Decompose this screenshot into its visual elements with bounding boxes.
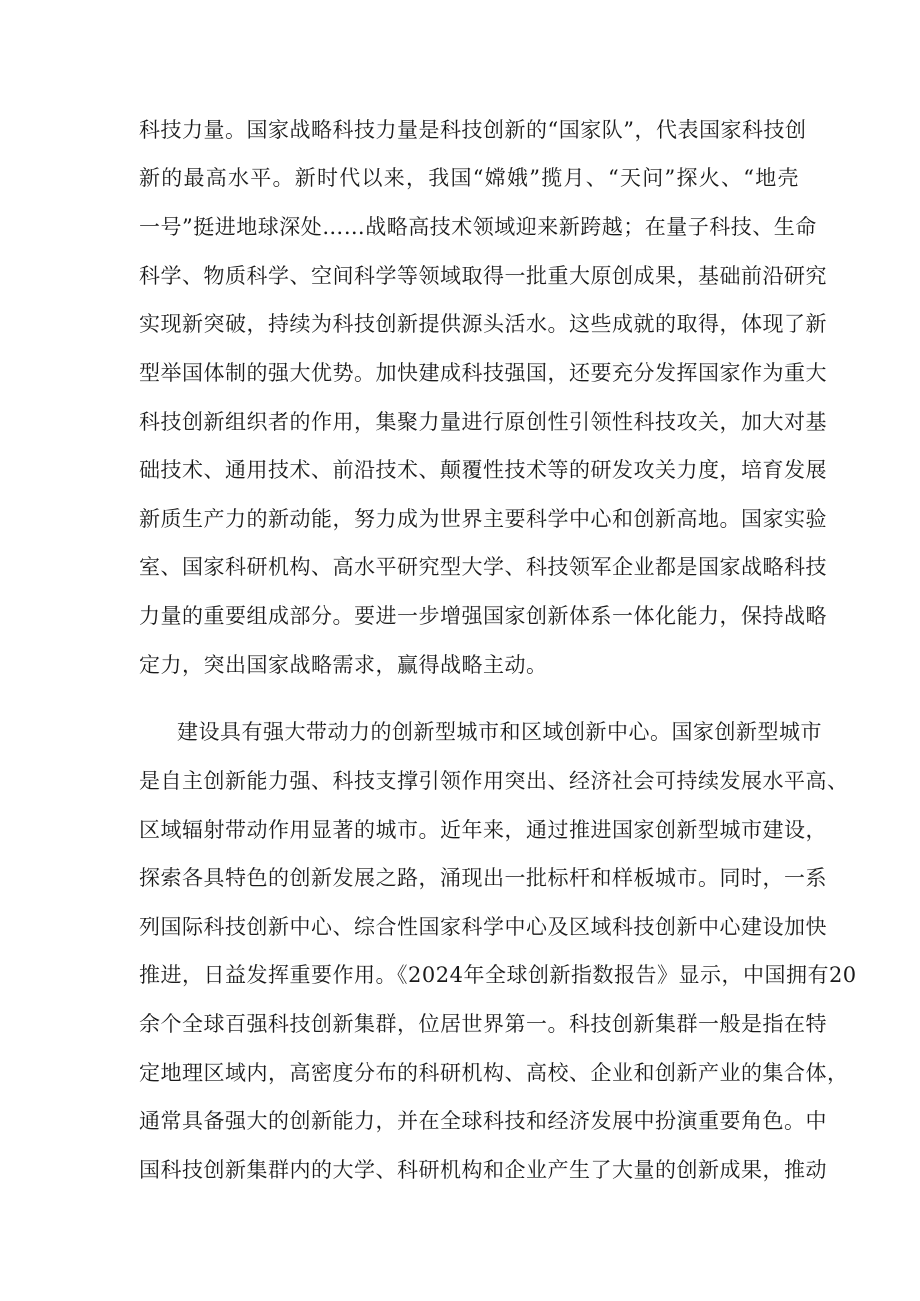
- paragraph-2-line-3: 区域辐射带动作用显著的城市。近年来，通过推进国家创新型城市建设，: [139, 818, 827, 842]
- paragraph-1-line-2: 新的最高水平。新时代以来，我国“嫦娥”揽月、“天问”探火、“地壳: [139, 166, 799, 190]
- paragraph-2-line-2: 是自主创新能力强、科技支撑引领作用突出、经济社会可持续发展水平高、: [139, 769, 849, 793]
- paragraph-1-line-4: 科学、物质科学、空间科学等领域取得一批重大原创成果，基础前沿研究: [139, 264, 827, 288]
- paragraph-1-line-8: 础技术、通用技术、前沿技术、颠覆性技术等的研发攻关力度，培育发展: [139, 458, 827, 482]
- paragraph-2-line-6: 推进，日益发挥重要作用。《2024年全球创新指数报告》显示，中国拥有20: [139, 963, 857, 987]
- paragraph-2-line-4: 探索各具特色的创新发展之路，涌现出一批标杆和样板城市。同时，一系: [139, 866, 827, 890]
- paragraph-2-line-7: 余个全球百强科技创新集群，位居世界第一。科技创新集群一般是指在特: [139, 1012, 827, 1036]
- paragraph-1-line-6: 型举国体制的强大优势。加快建成科技强国，还要充分发挥国家作为重大: [139, 361, 827, 385]
- paragraph-1-line-9: 新质生产力的新动能，努力成为世界主要科学中心和创新高地。国家实验: [139, 507, 827, 531]
- paragraph-1-line-1: 科技力量。国家战略科技力量是科技创新的“国家队”，代表国家科技创: [139, 118, 807, 142]
- paragraph-1-line-5: 实现新突破，持续为科技创新提供源头活水。这些成就的取得，体现了新: [139, 312, 827, 336]
- paragraph-2-line-9: 通常具备强大的创新能力，并在全球科技和经济发展中扮演重要角色。中: [139, 1109, 827, 1133]
- paragraph-1-line-11: 力量的重要组成部分。要进一步增强国家创新体系一体化能力，保持战略: [139, 604, 827, 628]
- paragraph-2-line-5: 列国际科技创新中心、综合性国家科学中心及区域科技创新中心建设加快: [139, 915, 827, 939]
- paragraph-2-line-10: 国科技创新集群内的大学、科研机构和企业产生了大量的创新成果，推动: [139, 1158, 827, 1182]
- paragraph-1-line-10: 室、国家科研机构、高水平研究型大学、科技领军企业都是国家战略科技: [139, 555, 827, 579]
- paragraph-2-line-1: 建设具有强大带动力的创新型城市和区域创新中心。国家创新型城市: [177, 720, 822, 744]
- paragraph-1-line-7: 科技创新组织者的作用，集聚力量进行原创性引领性科技攻关，加大对基: [139, 410, 827, 434]
- paragraph-2-line-8: 定地理区域内，高密度分布的科研机构、高校、企业和创新产业的集合体，: [139, 1061, 849, 1085]
- paragraph-1-line-12: 定力，突出国家战略需求，赢得战略主动。: [139, 653, 548, 677]
- paragraph-1-line-3: 一号”挺进地球深处……战略高技术领域迎来新跨越；在量子科技、生命: [139, 215, 817, 239]
